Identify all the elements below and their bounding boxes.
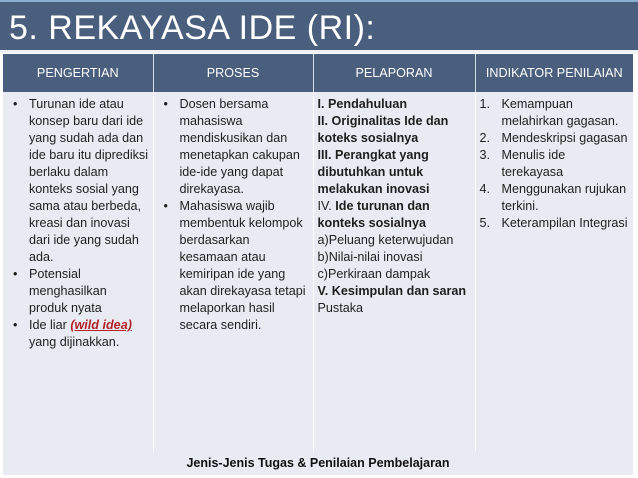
rekayasa-ide-table — [3, 54, 633, 453]
pelaporan-section: I. Pendahuluan — [317, 97, 408, 111]
list-item-text: yang dijinakkan. — [29, 335, 120, 349]
table-row — [3, 92, 633, 453]
list-item-text: Menggunakan rujukan terkini. — [501, 182, 627, 213]
slide-title: 5. REKAYASA IDE (RI): — [9, 9, 376, 47]
list-item-text: Menulis ide terekayasa — [501, 148, 566, 179]
title-bar — [0, 0, 638, 50]
pengertian-list — [7, 96, 149, 351]
list-item-text: Kemampuan melahirkan gagasan. — [501, 97, 619, 128]
list-number: 2. — [479, 131, 491, 145]
cell-pelaporan — [313, 92, 475, 453]
list-item — [479, 181, 630, 215]
list-item — [479, 147, 630, 181]
pelaporan-section-title: Ide turunan dan konteks sosialnya — [317, 199, 430, 230]
list-item — [29, 317, 149, 351]
title-divider — [0, 50, 638, 53]
pelaporan-subitem: c)Perkiraan dampak — [317, 267, 431, 281]
cell-proses — [153, 92, 313, 453]
list-number: 1. — [479, 97, 491, 111]
cell-indikator — [475, 92, 633, 453]
list-number: 4. — [479, 182, 491, 196]
list-item — [479, 215, 630, 232]
pelaporan-section: II. Originalitas Ide dan koteks sosialnya — [317, 114, 449, 145]
pelaporan-subitem: b)Nilai-nilai inovasi — [317, 250, 423, 264]
list-item: • Turunan ide atau konsep baru dari ide yang sudah ada dan ide baru itu diprediksi berlaku dalam konteks sosial yang sama atau berbeda, kreasi dan inovasi dari ide yang sudah ada. — [29, 96, 149, 266]
pelaporan-section-number: IV. — [317, 199, 336, 213]
indikator-list — [480, 96, 630, 232]
list-item-text: Keterampilan Integrasi — [501, 216, 628, 230]
cell-pengertian — [3, 92, 153, 453]
list-item-text: Ide liar — [29, 318, 71, 332]
proses-list — [158, 96, 309, 334]
header-indikator-penilaian: INDIKATOR PENILAIAN — [475, 54, 633, 92]
list-number: 5. — [479, 216, 491, 230]
list-item: • Potensial menghasilkan produk nyata — [29, 266, 149, 317]
pelaporan-section — [318, 198, 471, 232]
pelaporan-subitem: a)Peluang keterwujudan — [317, 233, 454, 247]
list-item — [479, 96, 630, 130]
header-proses: PROSES — [153, 54, 313, 92]
header-pengertian: PENGERTIAN — [3, 54, 153, 92]
pelaporan-section: V. Kesimpulan dan saran — [317, 284, 467, 298]
list-item: • Mahasiswa wajib membentuk kelompok berdasarkan kesamaan atau kemiripan ide yang akan direkayasa tetapi melaporkan hasil secara sendiri. — [180, 198, 309, 334]
table-header-row — [3, 54, 633, 92]
pelaporan-section: III. Perangkat yang dibutuhkan untuk melakukan inovasi — [317, 148, 430, 196]
wild-idea-highlight: (wild idea) — [70, 318, 132, 332]
list-item: • Dosen bersama mahasiswa mendiskusikan dan menetapkan cakupan ide-ide yang dapat direkayasa. — [180, 96, 309, 198]
pelaporan-section: Pustaka — [317, 301, 364, 315]
list-item-text: Mendeskripsi gagasan — [501, 131, 628, 145]
header-pelaporan: PELAPORAN — [313, 54, 475, 92]
list-item — [479, 130, 630, 147]
footer-caption: Jenis-Jenis Tugas & Penilaian Pembelajaran — [3, 451, 633, 475]
list-number: 3. — [479, 148, 491, 162]
